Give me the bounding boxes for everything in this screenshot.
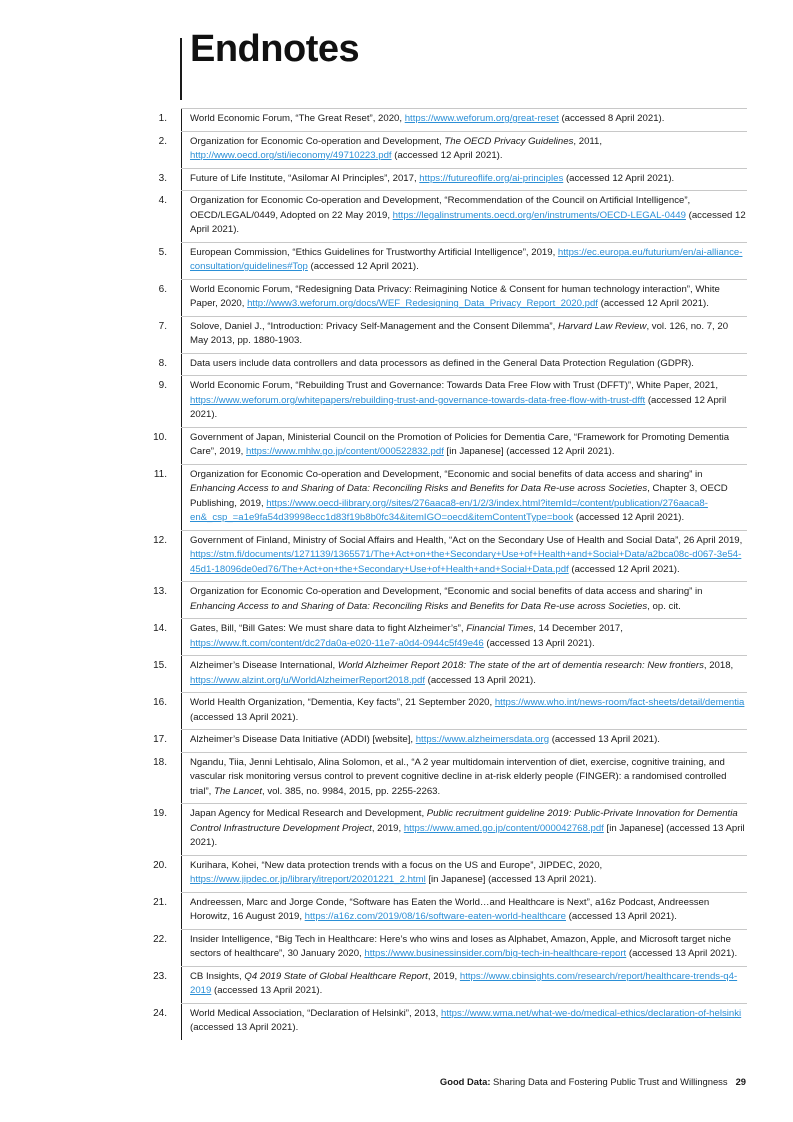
endnote-link[interactable]: https://www.cbinsights.com/research/report/healthcare-trends-q4-2019 [190,970,738,996]
endnotes-list [0,108,793,1040]
endnote-text [181,283,747,312]
endnote-text-part: (accessed 12 April 2021). [573,512,685,523]
endnote-divider [181,656,182,692]
endnote-link[interactable]: https://www.alzheimersdata.org [415,734,550,745]
endnote-text-part: (accessed 12 April 2021). [391,150,503,161]
endnote-number: 11. [153,468,167,480]
endnote-item [153,929,747,966]
endnote-text [181,733,747,748]
endnote-text-part: , 2018, [703,660,734,671]
endnote-item [153,803,747,855]
endnote-link[interactable]: https://www.alzint.org/u/WorldAlzheimerReport2018.pdf [190,674,425,686]
endnote-item [153,892,747,929]
endnote-text [181,659,747,688]
endnote-link[interactable]: https://www.jipdec.or.jp/library/itreport/20201221_2.html [190,874,426,885]
endnote-divider [181,109,182,131]
endnote-text-part: Kurihara, Kohei, “New data protection trends with a focus on the US and Europe”, JIPDEC, 2020, [190,859,603,871]
endnote-text-part: (accessed 12 April 2021). [190,209,746,235]
endnote-divider [181,376,182,427]
endnote-divider [181,856,182,892]
endnote-item [153,966,747,1003]
endnote-item [153,581,747,618]
endnote-item [158,279,747,316]
endnote-link[interactable]: https://www.mhlw.go.jp/content/000522832.pdf [246,446,444,457]
endnote-text [181,1007,747,1036]
endnote-italic-title: Q4 2019 State of Global Healthcare Report [244,970,428,982]
endnote-italic-title: Harvard Law Review [557,320,647,332]
endnote-number: 17. [153,734,167,745]
endnote-number: 12. [153,534,167,546]
endnote-text-part: Organization for Economic Co-operation and Development, [190,135,445,147]
endnote-divider [181,465,182,530]
endnote-text-part: Andreessen, Marc and Jorge Conde, “Software has Eaten the World…and Healthcare is Next”, a16z Podcast, Andreessen Horowitz, 16 August 2019, [190,896,710,922]
endnote-link[interactable]: https://www.oecd-ilibrary.org//sites/276aaca8-en/1/2/3/index.html?itemId=/content/publication/276aaca8-en&_csp_=a1e9fa54d39998ecc1d83f19b8b0fc34&itemIGO=oecd&itemContentType=book [190,497,708,523]
endnote-text [181,172,747,187]
endnote-text-part: Alzheimer’s Disease Data Initiative (ADDI) [website], [190,734,416,745]
endnote-italic-title: The Lancet [213,785,262,797]
endnote-text-part: , Chapter 3, OECD Publishing, 2019, [190,483,728,509]
endnote-text-part: , 14 December 2017, [533,623,623,634]
endnote-number: 3. [158,172,167,184]
endnote-text-part: (accessed 12 April 2021). [597,298,709,309]
endnote-number: 18. [153,756,167,768]
endnote-text [181,933,747,962]
endnote-text-part: (accessed 13 April 2021). [483,637,595,649]
endnote-number: 13. [153,586,167,597]
page-footer [440,1076,746,1087]
endnote-item [158,353,747,376]
endnote-link[interactable]: https://ec.europa.eu/futurium/en/ai-alliance-consultation/guidelines#Top [190,246,743,272]
endnote-link[interactable]: https://www.weforum.org/whitepapers/rebuilding-trust-and-governance-towards-data-free-flow-with-trust-dfft [190,394,646,406]
endnote-text-part: (accessed 13 April 2021). [424,674,536,686]
endnote-text-part: , 2011, [573,135,603,147]
endnote-divider [181,967,182,1003]
endnote-divider [181,1004,182,1040]
endnote-link[interactable]: https://www.amed.go.jp/content/000042768.pdf [403,822,604,834]
endnote-number: 2. [158,135,167,147]
endnote-number: 19. [153,808,167,819]
endnote-text-part: (accessed 12 April 2021). [568,563,680,575]
endnote-link[interactable]: https://www.wma.net/what-we-do/medical-ethics/declaration-of-helsinki [440,1007,742,1019]
endnote-number: 24. [153,1007,167,1019]
endnote-text [181,194,747,238]
endnote-divider [181,243,182,279]
endnote-divider [181,531,182,582]
endnote-text-part: Organization for Economic Co-operation and Development, “Recommendation of the Council on Artificial Intelligence”, OECD/LEGAL/0449, Adopted on 22 May 2019, [190,195,691,221]
endnote-text-part: Organization for Economic Co-operation and Development, “Economic and social benefits of data access and sharing” in [190,586,703,597]
endnote-number: 7. [158,320,167,332]
endnote-divider [181,753,182,804]
endnote-item [153,1003,747,1040]
endnote-text-part: World Economic Forum, “Rebuilding Trust and Governance: Towards Data Free Flow with Trust (DFFT)”, White Paper, 2021, [190,380,719,391]
endnote-item [158,242,747,279]
endnote-text [181,379,747,423]
endnote-text-part: , vol. 126, no. 7, 20 May 2013, pp. 1880-1903. [190,320,729,346]
endnote-item [158,108,747,131]
endnote-item [153,427,747,464]
endnote-link[interactable]: https://stm.fi/documents/1271139/1365571/The+Act+on+the+Secondary+Use+of+Health+and+Social+Data/a2bca08c-d067-3e54-45d1-18096de0ed76/The+Act+on+the+Secondary+Use+of+Health+and+Social+Data.pdf [190,549,742,575]
endnote-text-part: Solove, Daniel J., “Introduction: Privacy Self-Management and the Consent Dilemma”, [190,320,558,332]
endnote-divider [181,893,182,929]
endnote-text-part: Data users include data controllers and data processors as defined in the General Data Protection Regulation (GDPR). [190,357,694,369]
endnote-text-part: , vol. 385, no. 9984, 2015, pp. 2255-2263. [262,785,441,797]
endnote-text-part: Insider Intelligence, “Big Tech in Healthcare: Here’s who wins and loses as Alphabet, Amazon, Apple, and Microsoft target niche sectors of healthcare”, 30 January 2020, [190,933,731,959]
endnote-text-part: European Commission, “Ethics Guidelines for Trustworthy Artificial Intelligence”, 2019, [190,246,558,258]
endnote-text [181,970,747,999]
endnote-italic-title: Financial Times [466,623,534,634]
endnote-text [181,112,747,127]
endnote-item [158,190,747,242]
endnote-text-part: CB Insights, [190,970,245,982]
endnote-item [158,168,747,191]
endnote-divider [181,191,182,242]
endnote-item [153,530,747,582]
endnote-italic-title: Enhancing Access to and Sharing of Data: Reconciling Risks and Benefits for Data Re-use across Societies [190,483,648,494]
endnote-number: 20. [153,859,167,871]
endnote-text [181,696,747,725]
endnote-italic-title: World Alzheimer Report 2018: The state of the art of dementia research: New frontiers [337,660,704,671]
endnote-text [181,320,747,349]
endnote-text-part: , 2019, [371,822,404,834]
endnote-item [153,692,747,729]
endnote-item [153,618,747,655]
endnote-link[interactable]: https://www.who.int/news-room/fact-sheets/detail/dementia [494,697,745,708]
endnote-text-part: Government of Japan, Ministerial Council on the Promotion of Policies for Dementia Care, “Framework for Promoting Dementia Care”, 2019, [190,431,730,457]
endnote-divider [181,804,182,855]
endnote-text-part: (accessed 12 April 2021). [307,261,419,272]
endnote-link[interactable]: http://www3.weforum.org/docs/WEF_Redesigning_Data_Privacy_Report_2020.pdf [247,298,598,309]
endnote-divider [181,619,182,655]
endnote-text [181,859,747,888]
endnote-number: 15. [153,660,167,671]
endnote-text-part: , op. cit. [647,600,681,612]
endnote-divider [181,132,182,168]
endnote-text [181,431,747,460]
endnote-text [181,622,747,651]
endnote-text-part: (accessed 12 April 2021). [190,394,727,420]
endnote-text [181,135,747,164]
endnote-number: 14. [153,623,167,634]
endnote-divider [181,280,182,316]
endnote-text-part: World Economic Forum, “Redesigning Data Privacy: Reimagining Notice & Consent for human technology interaction”, White Paper, 2020, [190,283,720,309]
endnote-text-part: (accessed 13 April 2021). [190,711,299,723]
title-rule [180,38,182,100]
endnote-number: 6. [158,283,167,295]
endnote-text-part: [in Japanese] (accessed 12 April 2021). [443,446,615,457]
endnote-text-part: [in Japanese] (accessed 13 April 2021). [425,874,597,885]
page-number: 29 [735,1076,746,1087]
endnote-text-part: Japan Agency for Medical Research and Development, [190,808,427,819]
endnote-divider [181,354,182,376]
endnote-text-part: (accessed 13 April 2021). [626,948,738,959]
endnote-item [153,655,747,692]
endnote-item [153,464,747,530]
endnote-text [181,756,747,800]
endnote-text-part: World Economic Forum, “The Great Reset”, 2020, [190,113,405,124]
endnote-text-part: Organization for Economic Co-operation and Development, “Economic and social benefits of data access and sharing” in [190,468,703,480]
endnote-text-part: (accessed 8 April 2021). [558,113,665,124]
endnote-text-part: Government of Finland, Ministry of Social Affairs and Health, “Act on the Secondary Use of Health and Social Data”, 26 April 2019, [190,534,743,546]
endnote-text [181,357,747,372]
endnote-link[interactable]: https://www.ft.com/content/dc27da0a-e020-11e7-a0d4-0944c5f49e46 [190,637,484,649]
endnote-italic-title: Public recruitment guideline 2019: Public-Private Innovation for Dementia Control Infrastructure Development Project [190,808,738,834]
endnote-divider [181,930,182,966]
endnote-number: 16. [153,697,167,708]
endnote-link[interactable]: https://www.weforum.org/great-reset [404,113,559,124]
endnote-text [181,468,747,526]
endnote-item [158,131,747,168]
endnote-link[interactable]: http://www.oecd.org/sti/ieconomy/49710223.pdf [190,150,392,161]
endnote-divider [181,730,182,752]
endnote-number: 4. [158,195,167,206]
endnote-divider [181,169,182,191]
endnote-link[interactable]: https://a16z.com/2019/08/16/software-eaten-world-healthcare [304,911,566,922]
endnote-item [153,729,747,752]
endnote-text-part: [in Japanese] (accessed 13 April 2021). [190,822,745,848]
endnote-text [181,807,747,851]
endnote-text-part: (accessed 13 April 2021). [211,985,323,996]
endnote-number: 1. [158,113,167,124]
endnote-number: 5. [158,246,167,258]
endnote-item [158,375,747,427]
endnote-divider [181,317,182,353]
endnote-item [158,316,747,353]
endnote-text-part: , 2019, [427,970,460,982]
endnote-item [153,752,747,804]
endnote-number: 8. [158,357,167,369]
endnote-text-part: (accessed 13 April 2021). [566,911,677,922]
endnote-text [181,585,747,614]
endnote-text-part: World Health Organization, “Dementia, Key facts”, 21 September 2020, [190,697,495,708]
endnote-text-part: Ngandu, Tiia, Jenni Lehtisalo, Alina Solomon, et al., “A 2 year multidomain intervention of diet, exercise, cognitive training, and vascular risk monitoring versus control to prevent cognitive decline in at-risk elderly people (FINGER): a randomised controlled trial”, [190,756,727,797]
endnote-text-part: Alzheimer’s Disease International, [190,660,338,671]
endnote-text [181,246,747,275]
footer-report-subtitle: Sharing Data and Fostering Public Trust and Willingness [490,1076,728,1087]
endnote-divider [181,693,182,729]
endnote-text-part: Gates, Bill, “Bill Gates: We must share data to fight Alzheimer’s”, [190,623,467,634]
endnote-number: 10. [153,431,167,443]
endnote-text-part: (accessed 12 April 2021). [563,172,675,184]
endnote-number: 23. [153,970,167,982]
endnote-link[interactable]: https://futureoflife.org/ai-principles [419,172,564,184]
endnote-item [153,855,747,892]
endnote-text-part: Future of Life Institute, “Asilomar AI Principles”, 2017, [190,172,420,184]
endnote-italic-title: Enhancing Access to and Sharing of Data: Reconciling Risks and Benefits for Data Re-use across Societies [190,600,648,612]
endnote-text-part: World Medical Association, “Declaration of Helsinki”, 2013, [190,1007,441,1019]
endnote-text-part: (accessed 13 April 2021). [190,1022,299,1033]
page-title: Endnotes [190,28,360,70]
footer-report-title: Good Data: [439,1076,491,1087]
endnote-text-part: (accessed 13 April 2021). [549,734,660,745]
endnote-link[interactable]: https://www.businessinsider.com/big-tech-in-healthcare-report [364,948,627,959]
endnote-divider [181,428,182,464]
endnote-divider [181,582,182,618]
endnote-link[interactable]: https://legalinstruments.oecd.org/en/instruments/OECD-LEGAL-0449 [392,209,686,221]
endnote-number: 22. [153,933,167,945]
endnote-text [181,534,747,578]
endnote-number: 21. [153,896,167,908]
endnote-italic-title: The OECD Privacy Guidelines [444,135,574,147]
endnote-text [181,896,747,925]
endnote-number: 9. [158,380,167,391]
